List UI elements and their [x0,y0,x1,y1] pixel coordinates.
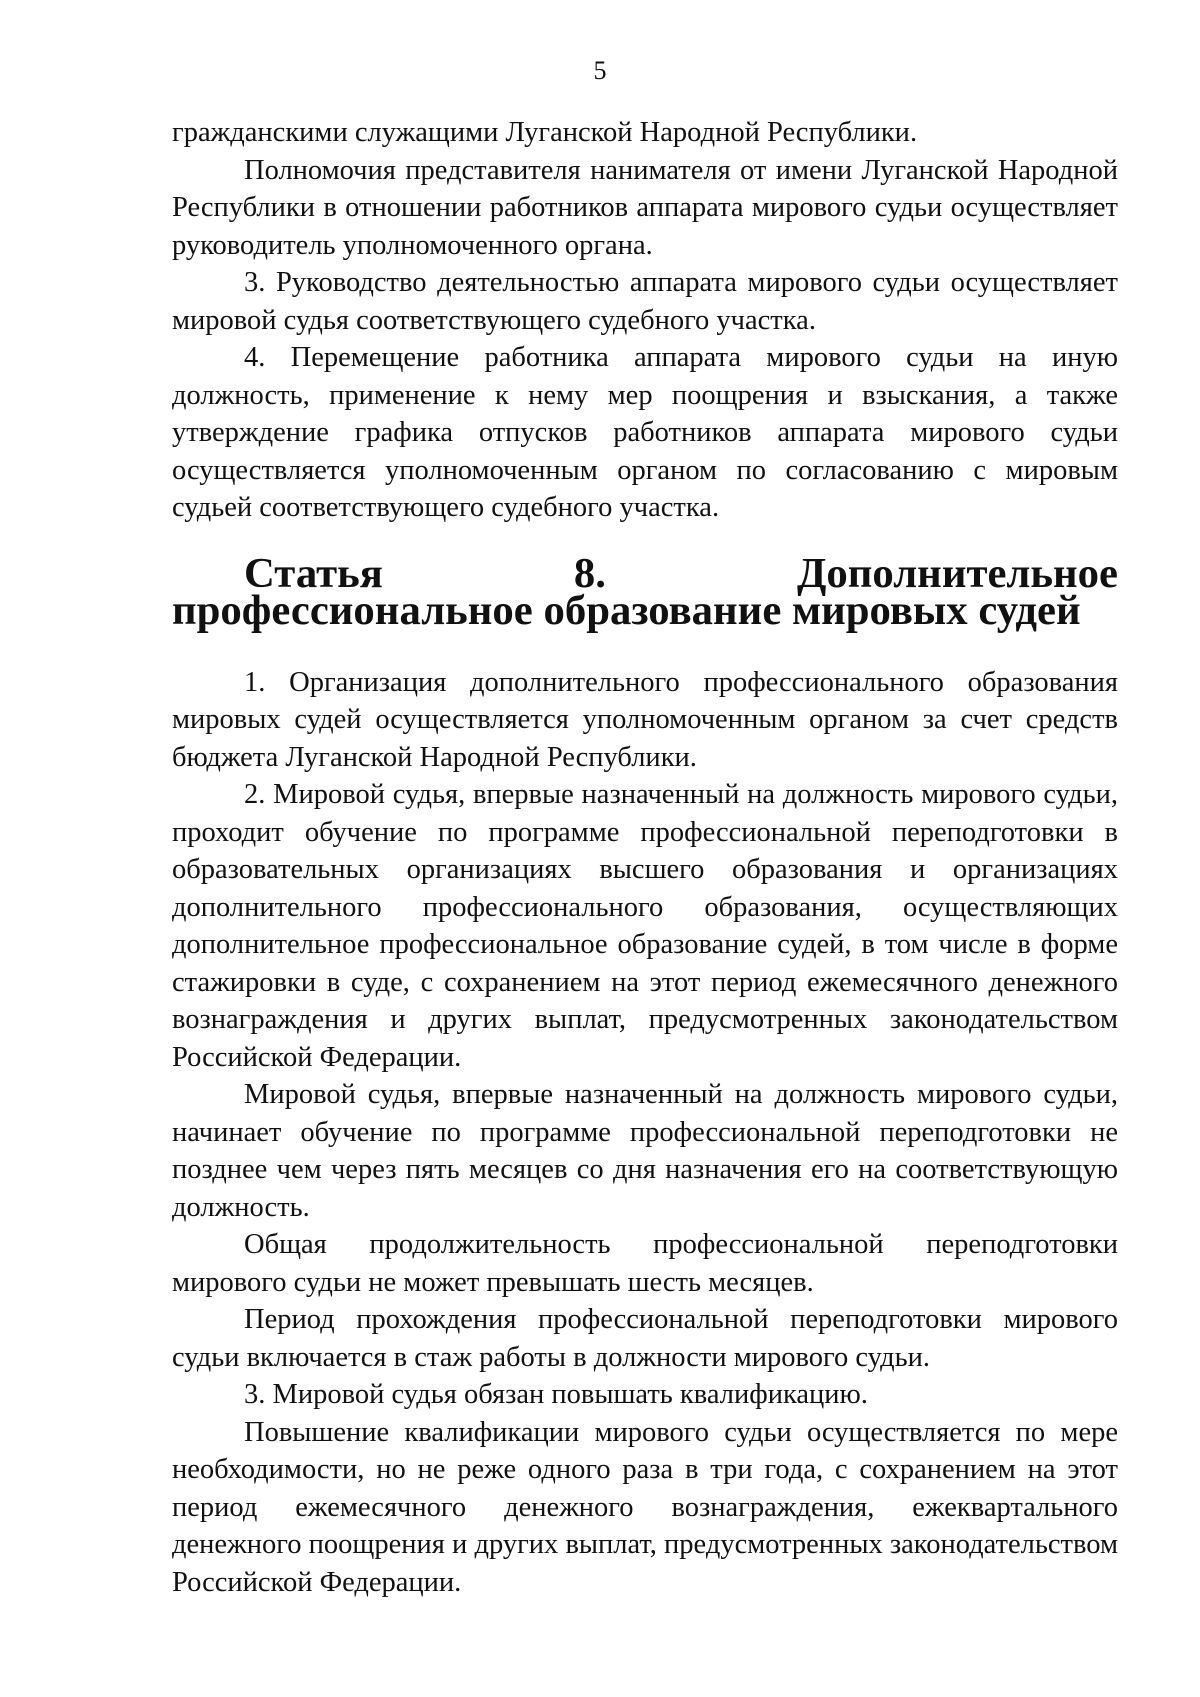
paragraph-item-3-management: 3. Руководство деятельностью аппарата мирового судьи осуществляет мировой судья соответствующего судебного участка. [172,267,1118,336]
paragraph-article8-item-3: 3. Мировой судья обязан повышать квалификацию. [244,1379,868,1410]
paragraph-training-duration: Общая продолжительность профессиональной переподготовки мирового судьи не может превышать шесть месяцев. [172,1229,1118,1298]
paragraph-item-4-transfer: 4. Перемещение работника аппарата мирового судьи на иную должность, применение к нему мер поощрения и взыскания, а также утверждение графика отпусков работников аппарата мирового судьи осуществляется уполномоченным органом по согласованию с мировым судьей соответствующего судебного участка. [172,342,1118,523]
paragraph-article8-item-1: 1. Организация дополнительного профессионального образования мировых судей осуществляется уполномоченным органом за счет средств бюджета Луганской Народной Республики. [172,666,1118,773]
paragraph-training-start: Мировой судья, впервые назначенный на должность мирового судьи, начинает обучение по программе профессиональной переподготовки не позднее чем через пять месяцев со дня назначения его на соответствующую должность. [172,1079,1118,1223]
page-number: 5 [593,56,607,85]
paragraph-training-seniority: Период прохождения профессиональной переподготовки мирового судьи включается в стаж работы в должности мирового судьи. [172,1304,1118,1373]
article-8-heading: Статья 8. Дополнительное профессиональное образование мировых судей [172,549,1118,634]
paragraph-article8-item-2: 2. Мировой судья, впервые назначенный на должность мирового судьи, проходит обучение по программе профессиональной переподготовки в образовательных организациях высшего образования и организациях дополнительного профессионального образования, осуществляющих дополнительное профессиональное образование судей, в том числе в форме стажировки в суде, с сохранением на этот период ежемесячного денежного вознаграждения и других выплат, предусмотренных законодательством Российской Федерации. [172,779,1118,1073]
document-body [172,114,1118,1601]
paragraph-employer-powers: Полномочия представителя нанимателя от имени Луганской Народной Республики в отношении работников аппарата мирового судьи осуществляет руководитель уполномоченного органа. [172,154,1118,261]
paragraph-continuation: гражданскими служащими Луганской Народной Республики. [172,117,918,148]
paragraph-qualification-upgrade: Повышение квалификации мирового судьи осуществляется по мере необходимости, но не реже одного раза в три года, с сохранением на этот период ежемесячного денежного вознаграждения, ежеквартального денежного поощрения и других выплат, предусмотренных законодательством Российской Федерации. [172,1416,1118,1598]
